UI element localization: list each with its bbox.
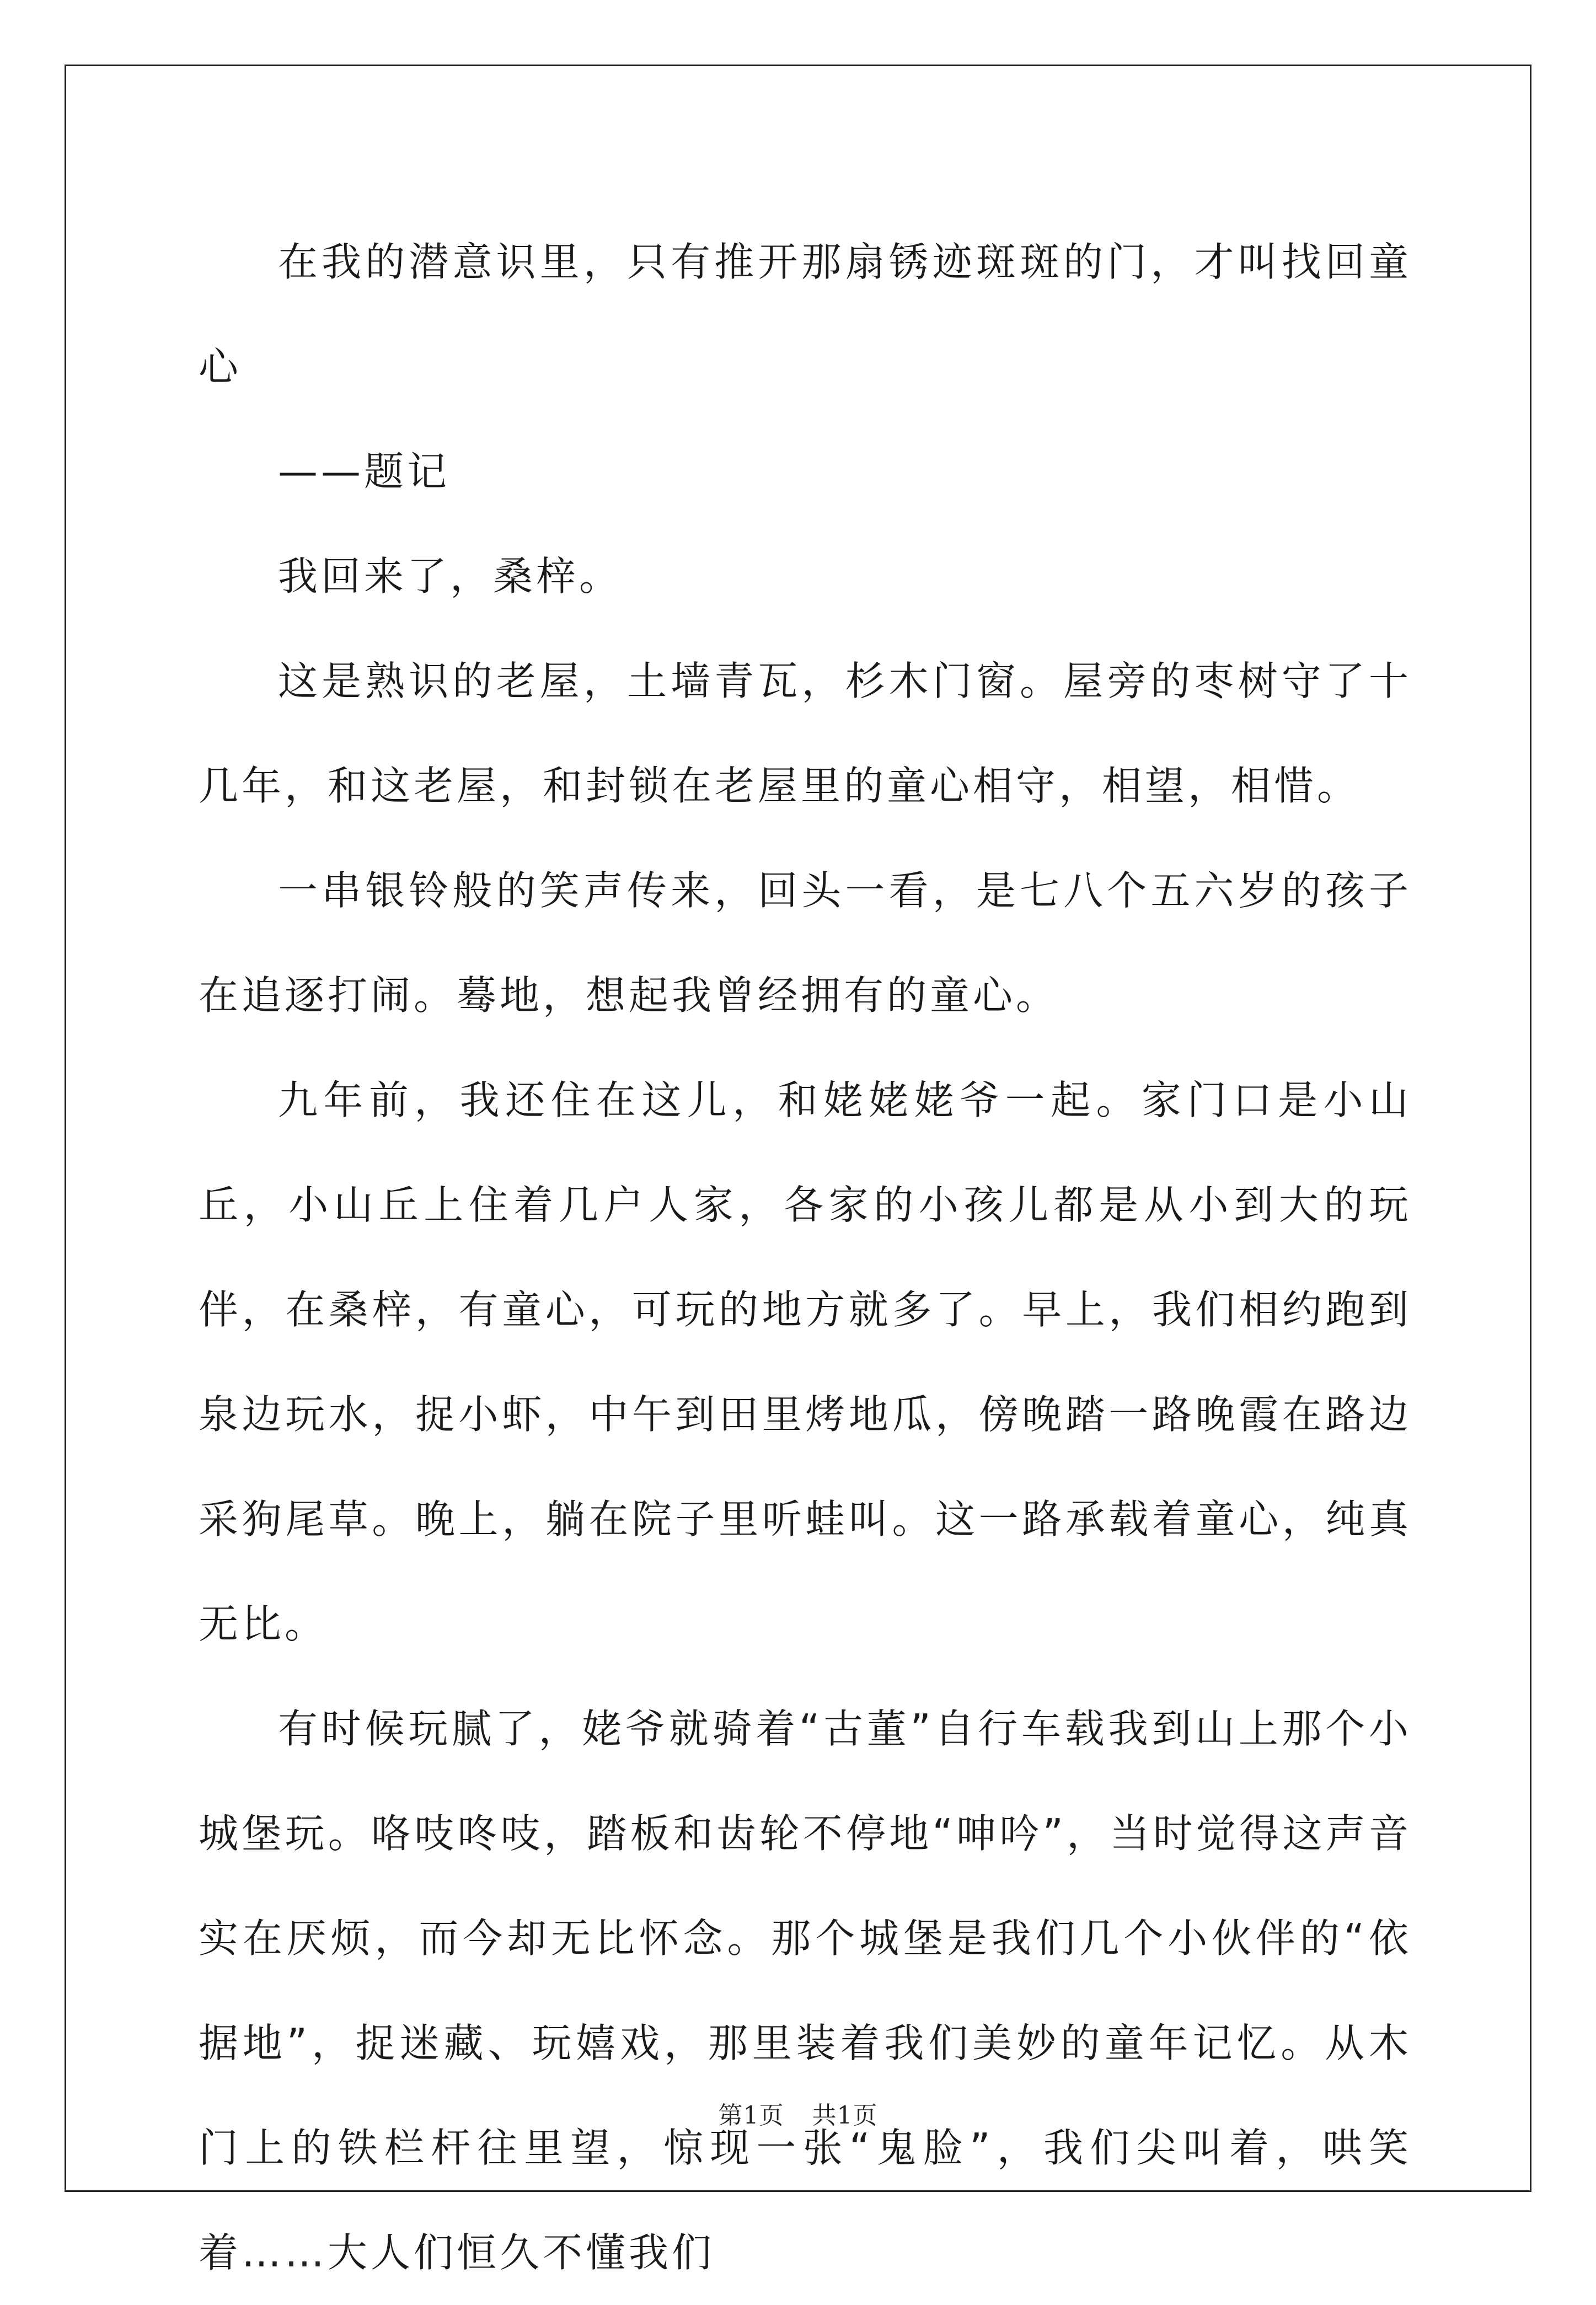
page-footer xyxy=(0,2095,1596,2131)
paragraph: 一串银铃般的笑声传来，回头一看，是七八个五六岁的孩子在追逐打闹。蓦地，想起我曾经拥有的童心。 xyxy=(199,867,1412,1019)
document-body xyxy=(199,210,1412,2305)
page-number-current: 第1页 xyxy=(718,2102,784,2130)
page-number-total: 共1页 xyxy=(812,2102,878,2130)
paragraph-epigraph: 在我的潜意识里，只有推开那扇锈迹斑斑的门，才叫找回童心 xyxy=(199,239,1412,390)
paragraph: 九年前，我还住在这儿，和姥姥姥爷一起。家门口是小山丘，小山丘上住着几户人家，各家的小孩儿都是从小到大的玩伴，在桑梓，有童心，可玩的地方就多了。早上，我们相约跑到泉边玩水，捉小虾，中午到田里烤地瓜，傍晚踏一路晚霞在路边采狗尾草。晚上，躺在院子里听蛙叫。这一路承载着童心，纯真无比。 xyxy=(199,1077,1412,1647)
paragraph-epigraph-attribution: ——题记 xyxy=(278,448,451,495)
paragraph: 我回来了，桑梓。 xyxy=(278,553,623,599)
paragraph: 这是熟识的老屋，土墙青瓦，杉木门窗。屋旁的枣树守了十几年，和这老屋，和封锁在老屋里的童心相守，相望，相惜。 xyxy=(199,658,1412,809)
paragraph: 有时候玩腻了，姥爷就骑着“古董”自行车载我到山上那个小城堡玩。咯吱咚吱，踏板和齿轮不停地“呻吟”，当时觉得这声音实在厌烦，而今却无比怀念。那个城堡是我们几个小伙伴的“依据地”，捉迷藏、玩嬉戏，那里装着我们美妙的童年记忆。从木门上的铁栏杆往里望，惊现一张“鬼脸”，我们尖叫着，哄笑着……大人们恒久不懂我们 xyxy=(199,1706,1412,2276)
